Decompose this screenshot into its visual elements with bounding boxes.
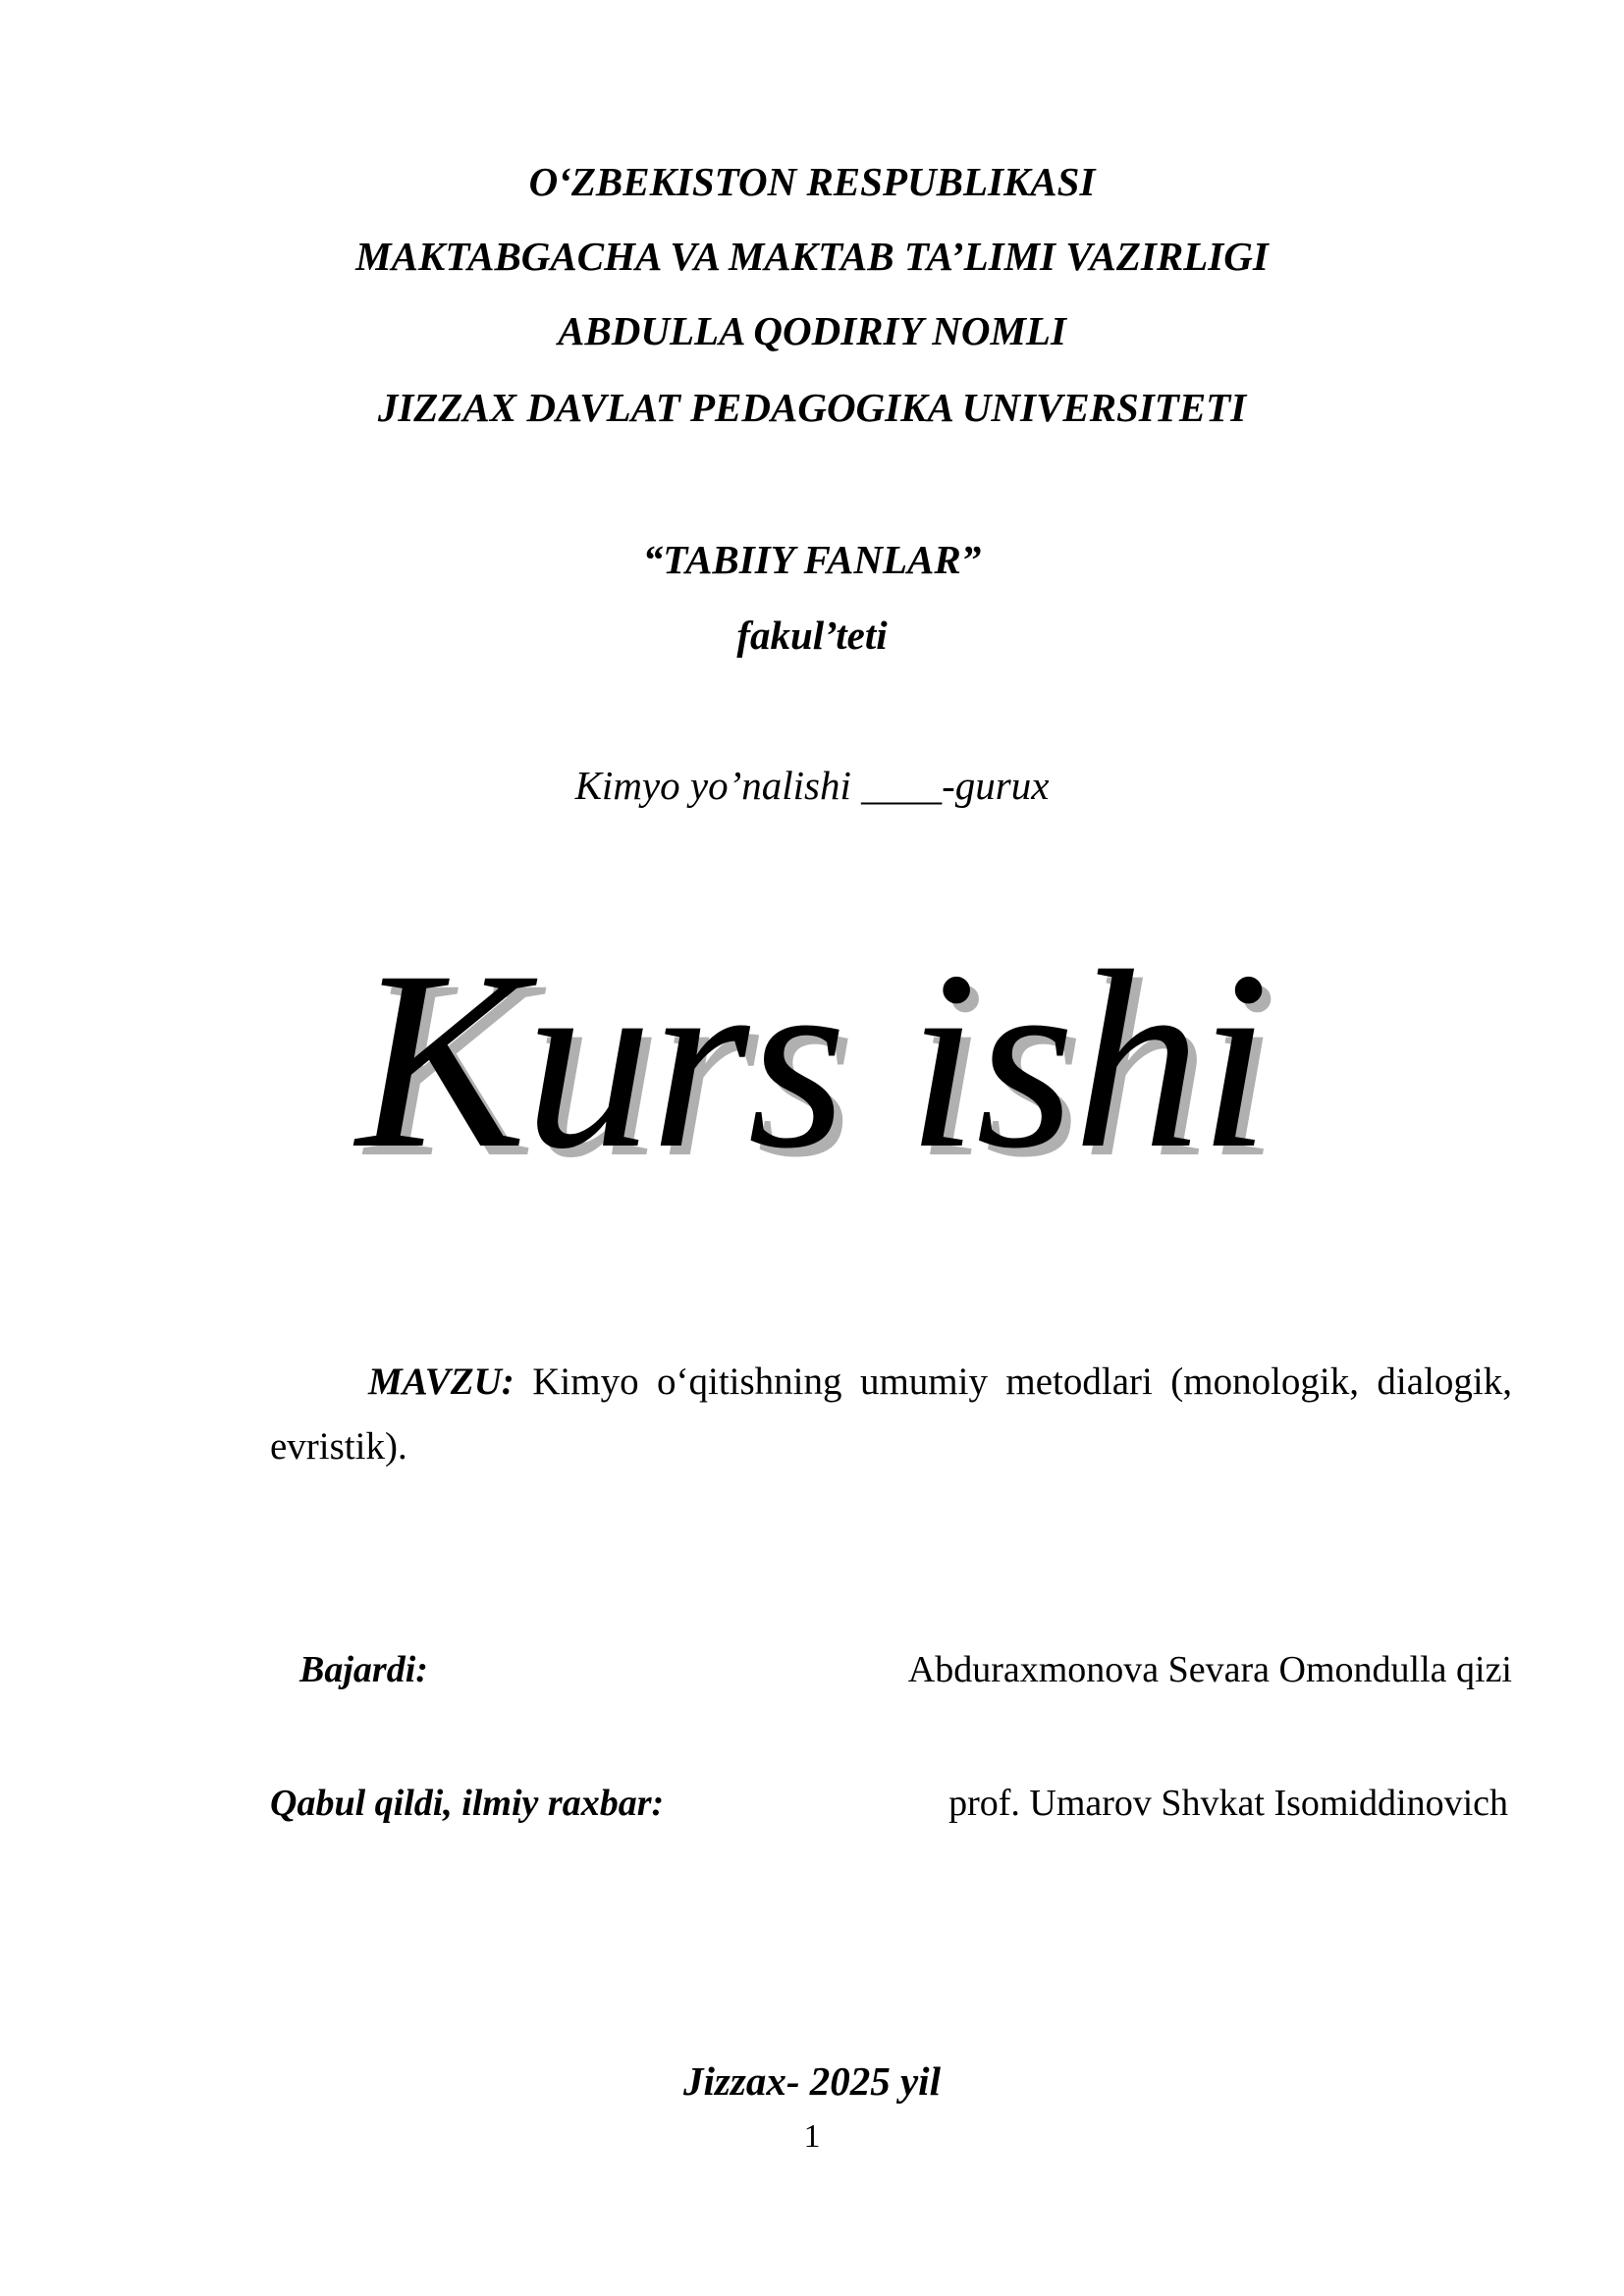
topic-label: MAVZU: <box>368 1361 514 1403</box>
header-named-after: ABDULLA QODIRIY NOMLI <box>558 308 1066 353</box>
direction-group: Kimyo yo’nalishi ____-gurux <box>574 763 1050 808</box>
accepted-label: Qabul qildi, ilmiy raxbar: <box>270 1783 665 1824</box>
faculty-label: fakul’teti <box>736 613 888 658</box>
place-year: Jizzax- 2025 yil <box>683 2058 941 2104</box>
performed-label: Bajardi: <box>299 1649 428 1690</box>
accepted-name: prof. Umarov Shvkat Isomiddinovich <box>948 1783 1508 1824</box>
topic-paragraph <box>270 1350 1512 1479</box>
header-ministry: MAKTABGACHA VA MAKTAB TA’LIMI VAZIRLIGI <box>355 234 1269 279</box>
faculty-name: “TABIIY FANLAR” <box>642 537 982 582</box>
header-university: JIZZAX DAVLAT PEDAGOGIKA UNIVERSITETI <box>377 385 1247 430</box>
document-title: Kurs ishi <box>355 919 1269 1201</box>
topic-text: Kimyo o‘qitishning umumiy metodlari (monologik, dialogik, evristik). <box>270 1361 1513 1468</box>
header-country: O‘ZBEKISTON RESPUBLIKASI <box>528 159 1096 204</box>
performed-name: Abduraxmonova Sevara Omondulla qizi <box>907 1649 1512 1690</box>
page-number: 1 <box>803 2118 821 2155</box>
